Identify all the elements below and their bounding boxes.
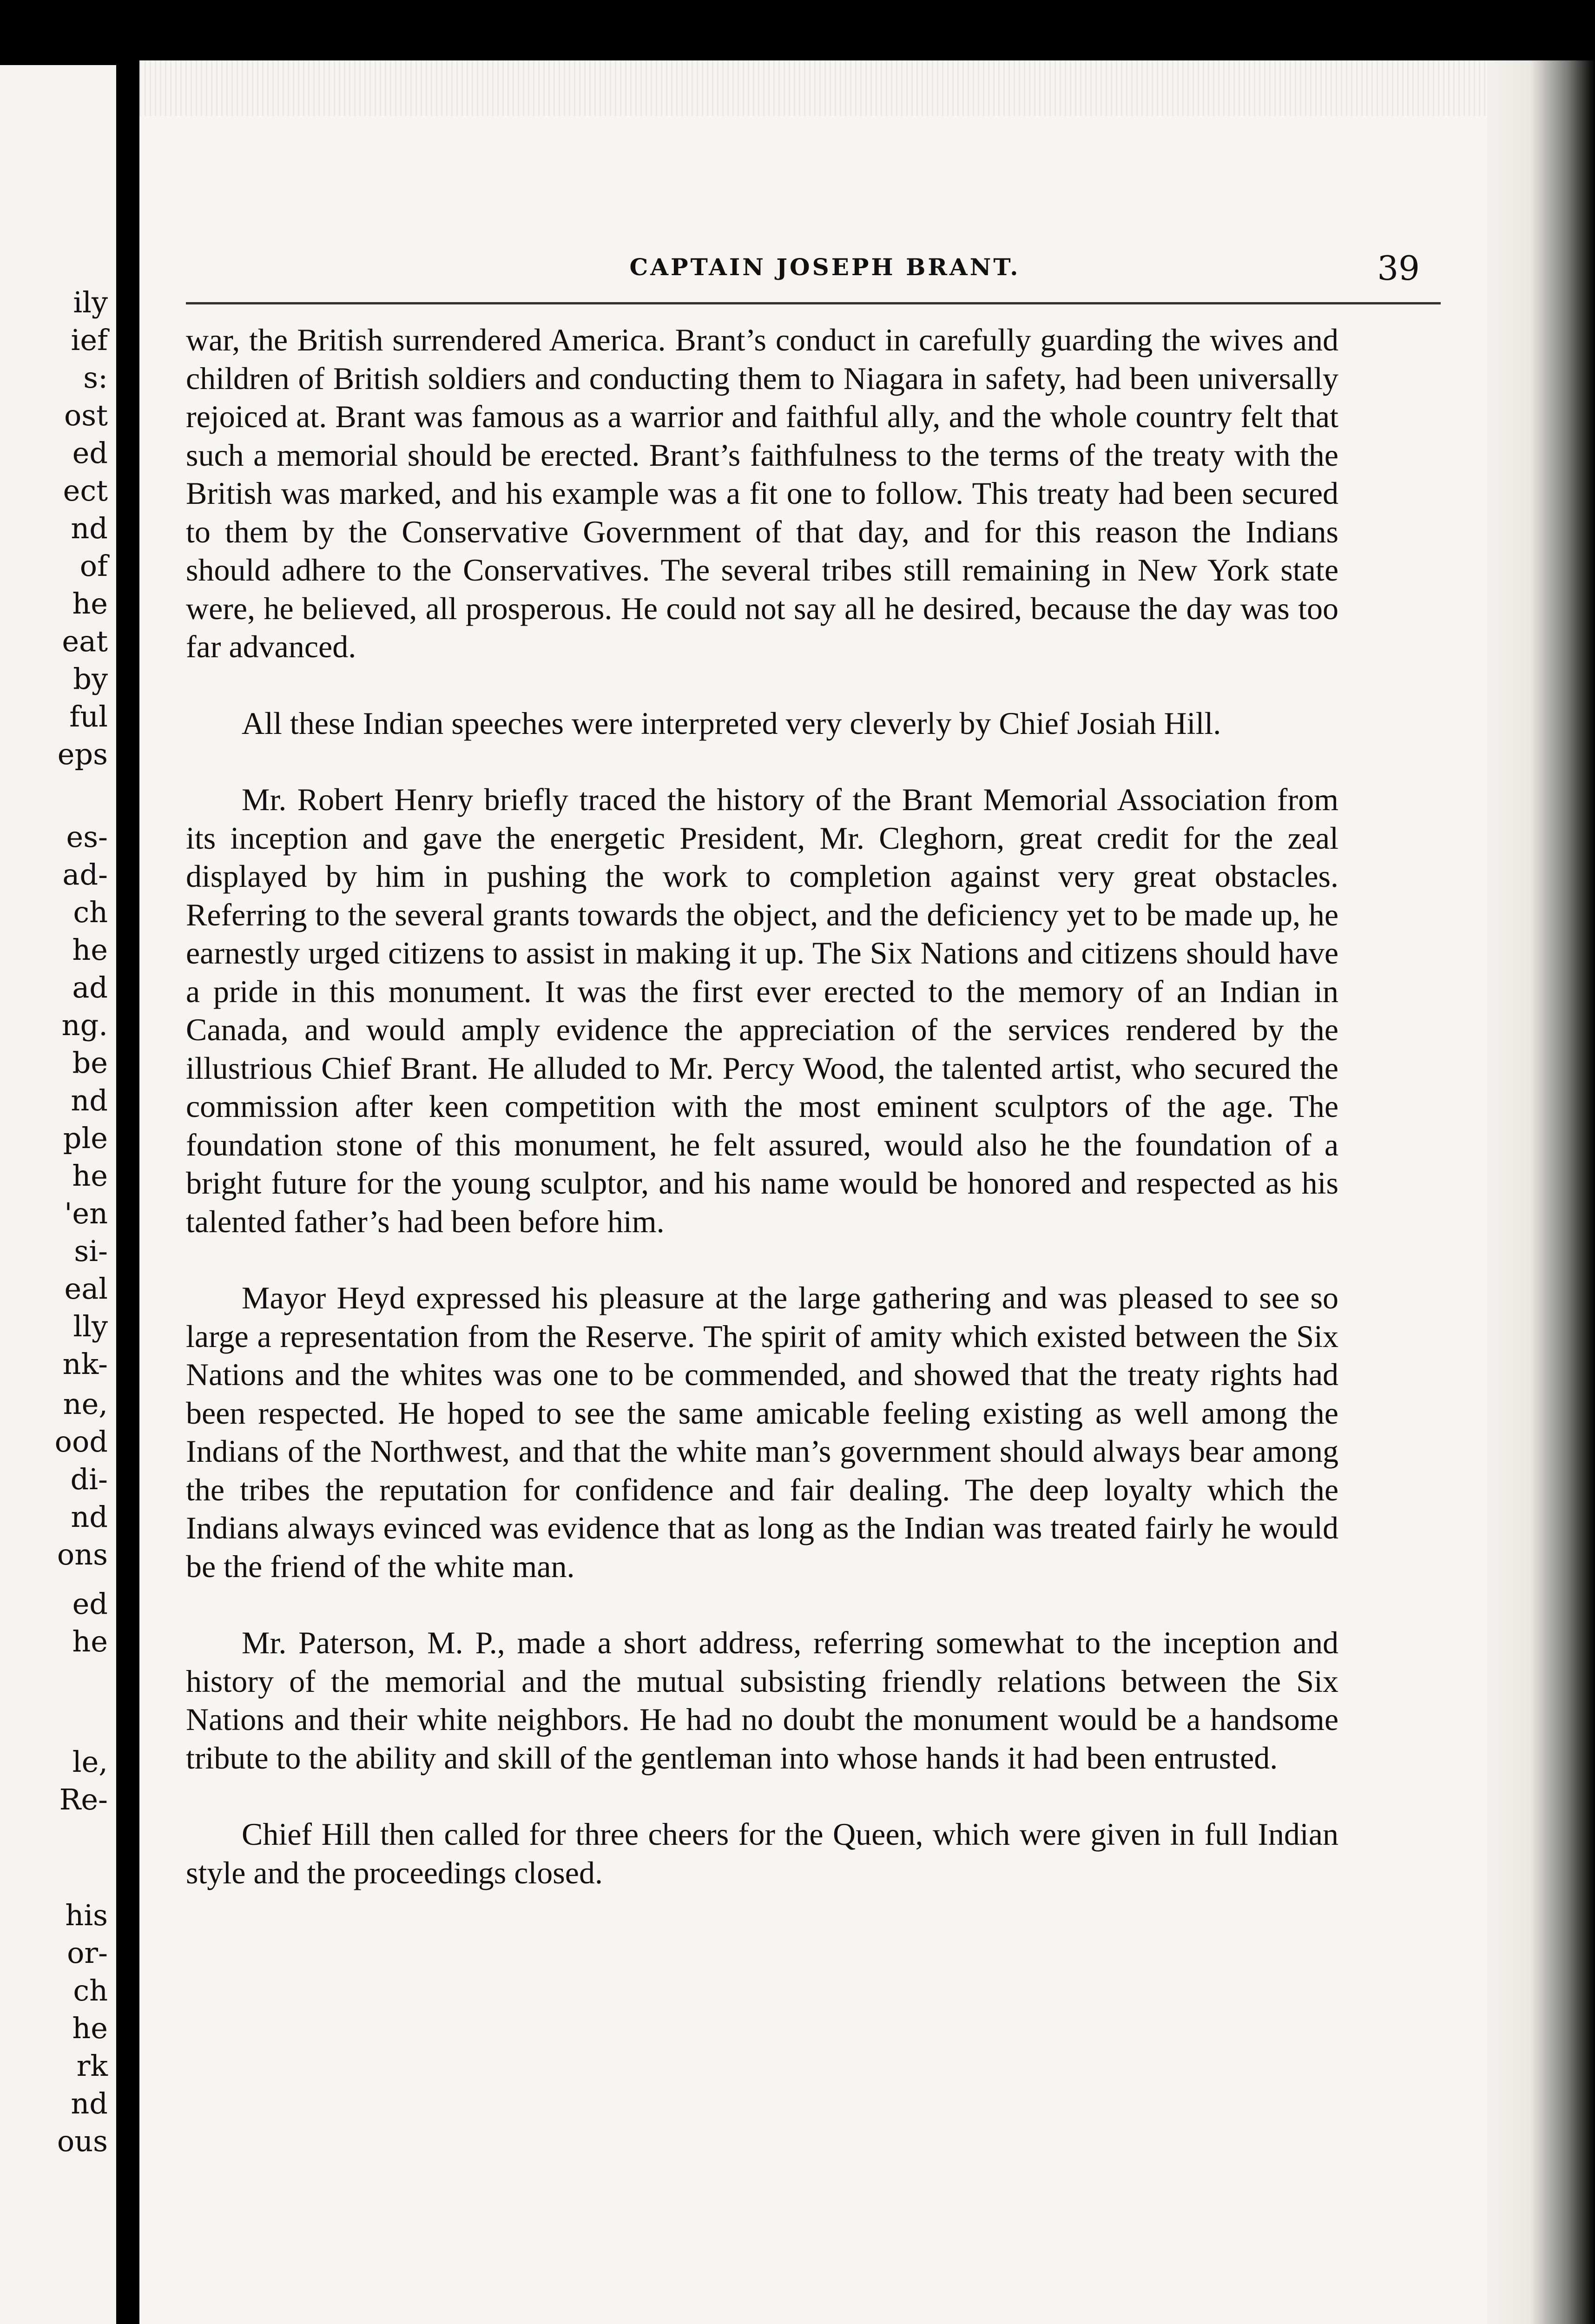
- paragraph-paterson: Mr. Paterson, M. P., made a short address, referring somewhat to the inception and history of the memorial and the mutual subsisting friendly relations between the Six Nations and their white neighbors. He had no doubt the monument would be a handsome tribute to the ability and skill of the gentleman into whose hands it had been entrusted.: [186, 1625, 1338, 1776]
- paragraph-three-cheers: Chief Hill then called for three cheers for the Queen, which were given in full Indian style and the proceedings closed.: [186, 1816, 1338, 1890]
- facing-page-fragment: ed: [72, 1587, 108, 1621]
- facing-page-fragment: ch: [73, 1974, 108, 2007]
- facing-page-fragment: ne,: [63, 1387, 108, 1421]
- facing-page-fragment: es-: [66, 820, 108, 854]
- facing-page-fragment: ad: [72, 971, 108, 1004]
- facing-page-fragment: he: [72, 1159, 108, 1193]
- paragraph-continued: war, the British surrendered America. Brant’s conduct in carefully guarding the wives and children of British soldiers and conducting them to Niagara in safety, had been universally rejoiced at. Brant was famous as a warrior and faithful ally, and the whole country felt that such a memorial should be erected. Brant’s faithfulness to the terms of the treaty with the British was marked, and his example was a fit one to follow. This treaty had been secured to them by the Conservative Government of that day, and for this reason the Indians should adhere to the Conservatives. The several tribes still remaining in New York state were, he believed, all prosperous. He could not say all he desired, because the day was too far advanced.: [186, 322, 1338, 664]
- facing-page-fragment: be: [72, 1046, 108, 1080]
- facing-page-fragment: 'en: [64, 1196, 108, 1230]
- facing-page-fragment: he: [72, 933, 108, 967]
- facing-page-fragment: he: [72, 1624, 108, 1658]
- facing-page-fragment: or-: [67, 1936, 108, 1970]
- facing-page-fragment: Re-: [59, 1783, 108, 1816]
- facing-page-fragment: nd: [71, 2086, 108, 2120]
- facing-page-fragment: of: [79, 549, 108, 583]
- facing-page-fragment: he: [72, 587, 108, 621]
- facing-page-fragment: rk: [76, 2049, 108, 2083]
- facing-page-fragment: nd: [71, 1083, 108, 1117]
- facing-page-fragment: he: [72, 2011, 108, 2045]
- facing-page-fragment: by: [73, 662, 108, 696]
- facing-page-fragment: eal: [64, 1272, 108, 1306]
- facing-page-fragment: s:: [83, 361, 108, 395]
- facing-page-fragment: ch: [73, 895, 108, 929]
- facing-page-fragment: si-: [74, 1234, 108, 1268]
- facing-page-fragment: ect: [63, 474, 108, 508]
- paragraph-mayor-heyd: Mayor Heyd expressed his pleasure at the large gathering and was pleased to see so large a representation from the Reserve. The spirit of amity which existed between the Six Nations and the whites was one to be commended, and showed that the treaty rights had been respected. He hoped to see the same amicable feeling existing as well among the Indians of the Northwest, and that the white man’s government should always bear among the tribes the reputation for confidence and fair dealing. The deep loyalty which the Indians always evinced was evidence that as long as the Indian was treated fairly he would be the friend of the white man.: [186, 1280, 1338, 1584]
- running-title: CAPTAIN JOSEPH BRANT.: [629, 253, 1021, 281]
- facing-page-fragment: his: [65, 1898, 108, 1932]
- facing-page-fragment: ed: [72, 436, 108, 470]
- facing-page-fragment: nd: [71, 1500, 108, 1534]
- header-rule: [186, 302, 1441, 304]
- facing-page-fragment: ad-: [62, 858, 108, 891]
- facing-page-fragment: di-: [70, 1462, 108, 1496]
- facing-page-fragment: nd: [71, 511, 108, 545]
- facing-page-fragment: ng.: [61, 1008, 108, 1042]
- facing-page-fragment: le,: [72, 1745, 108, 1779]
- facing-page-fragment: ous: [57, 2124, 108, 2158]
- page-number: 39: [1377, 249, 1420, 288]
- facing-page-fragment: ons: [57, 1538, 108, 1571]
- facing-page-fragment: ful: [69, 700, 108, 733]
- facing-page-fragment: nk-: [62, 1347, 108, 1381]
- facing-page-fragment: eps: [57, 737, 108, 771]
- running-head: [139, 249, 1510, 304]
- body-text: [186, 321, 1338, 1892]
- facing-page-strip: [0, 65, 116, 2324]
- facing-page-fragment: ily: [73, 285, 108, 319]
- paragraph-interpreted: All these Indian speeches were interpreted very cleverly by Chief Josiah Hill.: [242, 705, 1221, 741]
- facing-page-fragment: ood: [54, 1425, 108, 1459]
- book-page: [139, 60, 1510, 2324]
- facing-page-fragment: eat: [62, 624, 108, 658]
- page-edge-shadow: [1487, 60, 1595, 2324]
- facing-page-fragment: lly: [73, 1309, 108, 1343]
- paragraph-robert-henry: Mr. Robert Henry briefly traced the history of the Brant Memorial Association from its inception and gave the energetic President, Mr. Cleghorn, great credit for the zeal displayed by him in pushing the work to completion against very great obstacles. Referring to the several grants towards the object, and the deficiency yet to be made up, he earnestly urged citizens to assist in making it up. The Six Nations and citizens should have a pride in this monument. It was the first ever erected to the memory of an Indian in Canada, and would amply evidence the appreciation of the services rendered by the illustrious Chief Brant. He alluded to Mr. Percy Wood, the talented artist, who secured the commission after keen competition with the most eminent sculptors of the age. The foundation stone of this monument, he felt assured, would also he the foundation of a bright future for the young sculptor, and his name would be honored and respected as his talented father’s had been before him.: [186, 782, 1338, 1239]
- facing-page-fragment: ple: [63, 1121, 108, 1155]
- facing-page-fragment: ief: [71, 323, 108, 357]
- facing-page-fragment: ost: [64, 398, 108, 432]
